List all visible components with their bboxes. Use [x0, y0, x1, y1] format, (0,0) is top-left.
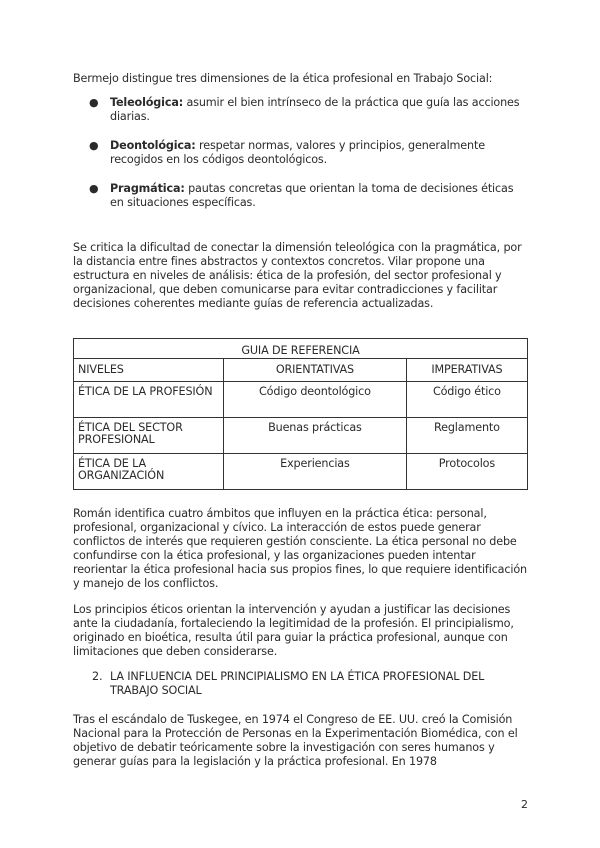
- section-heading: [92, 670, 528, 698]
- dimensions-list: [73, 96, 528, 225]
- reference-table: [73, 338, 528, 490]
- bullet-term: Teleológica:: [110, 96, 184, 109]
- table-cell-imperative: Código ético: [406, 382, 527, 418]
- paragraph-ambitos: Román identifica cuatro ámbitos que influyen en la práctica ética: personal, profesional, organizacional y cívico. La interacción de estos puede generar conflictos de interés que requieren gestión consciente. La ética personal no debe confundirse con la ética profesional, y las organizaciones pueden intentar reorientar la ética profesional hacia sus propios fines, lo que requiere identificación y manejo de los conflictos.: [73, 507, 527, 590]
- list-item: [73, 139, 528, 167]
- table-cell-orientative: Experiencias: [224, 454, 407, 490]
- table-cell-imperative: Reglamento: [406, 418, 527, 454]
- page-number: 2: [521, 798, 528, 811]
- list-item: [73, 182, 528, 210]
- intro-paragraph: Bermejo distingue tres dimensiones de la ética profesional en Trabajo Social:: [73, 72, 493, 85]
- table-cell-level: ÉTICA DEL SECTOR PROFESIONAL: [74, 418, 224, 454]
- table-cell-orientative: Código deontológico: [224, 382, 407, 418]
- paragraph-tuskegee: Tras el escándalo de Tuskegee, en 1974 el Congreso de EE. UU. creó la Comisión Nacional para la Protección de Personas en la Experimentación Biomédica, con el objetivo de debatir teóricamente sobre la investigación con seres humanos y generar guías para la legislación y la práctica profesional. En 1978: [73, 713, 518, 768]
- bullet-icon: ●: [89, 139, 99, 152]
- bullet-term: Deontológica:: [110, 139, 196, 152]
- section-title: LA INFLUENCIA DEL PRINCIPIALISMO EN LA ÉTICA PROFESIONAL DEL TRABAJO SOCIAL: [110, 670, 485, 697]
- bullet-icon: ●: [89, 182, 99, 195]
- table-row: [74, 418, 528, 454]
- table-row: [74, 382, 528, 418]
- section-number: 2.: [92, 670, 103, 683]
- bullet-text: respetar normas, valores y principios, generalmente recogidos en los códigos deontológicos.: [110, 139, 485, 166]
- table-cell-level: ÉTICA DE LA PROFESIÓN: [74, 382, 224, 418]
- bullet-term: Pragmática:: [110, 182, 185, 195]
- table-cell-orientative: Buenas prácticas: [224, 418, 407, 454]
- bullet-text: pautas concretas que orientan la toma de decisiones éticas en situaciones específicas.: [110, 182, 514, 209]
- table-header-imperativas: IMPERATIVAS: [406, 359, 527, 382]
- table-header-niveles: NIVELES: [74, 359, 224, 382]
- table-title: GUIA DE REFERENCIA: [74, 339, 528, 359]
- table-cell-imperative: Protocolos: [406, 454, 527, 490]
- table-header-orientativas: ORIENTATIVAS: [224, 359, 407, 382]
- table-row: [74, 454, 528, 490]
- table-cell-level: ÉTICA DE LA ORGANIZACIÓN: [74, 454, 224, 490]
- list-item: [73, 96, 528, 124]
- bullet-icon: ●: [89, 96, 99, 109]
- bullet-text: asumir el bien intrínseco de la práctica que guía las acciones diarias.: [110, 96, 520, 123]
- paragraph-principios: Los principios éticos orientan la intervención y ayudan a justificar las decisiones ante la ciudadanía, fortaleciendo la legitimidad de la profesión. El principialismo, originado en bioética, resulta útil para guiar la práctica profesional, aunque con limitaciones que deben considerarse.: [73, 603, 514, 658]
- paragraph-levels: Se critica la dificultad de conectar la dimensión teleológica con la pragmática, por la distancia entre fines abstractos y contextos concretos. Vilar propone una estructura en niveles de análisis: ética de la profesión, del sector profesional y organizacional, que deben comunicarse para evitar contradicciones y facilitar decisiones coherentes mediante guías de referencia actualizadas.: [73, 241, 522, 310]
